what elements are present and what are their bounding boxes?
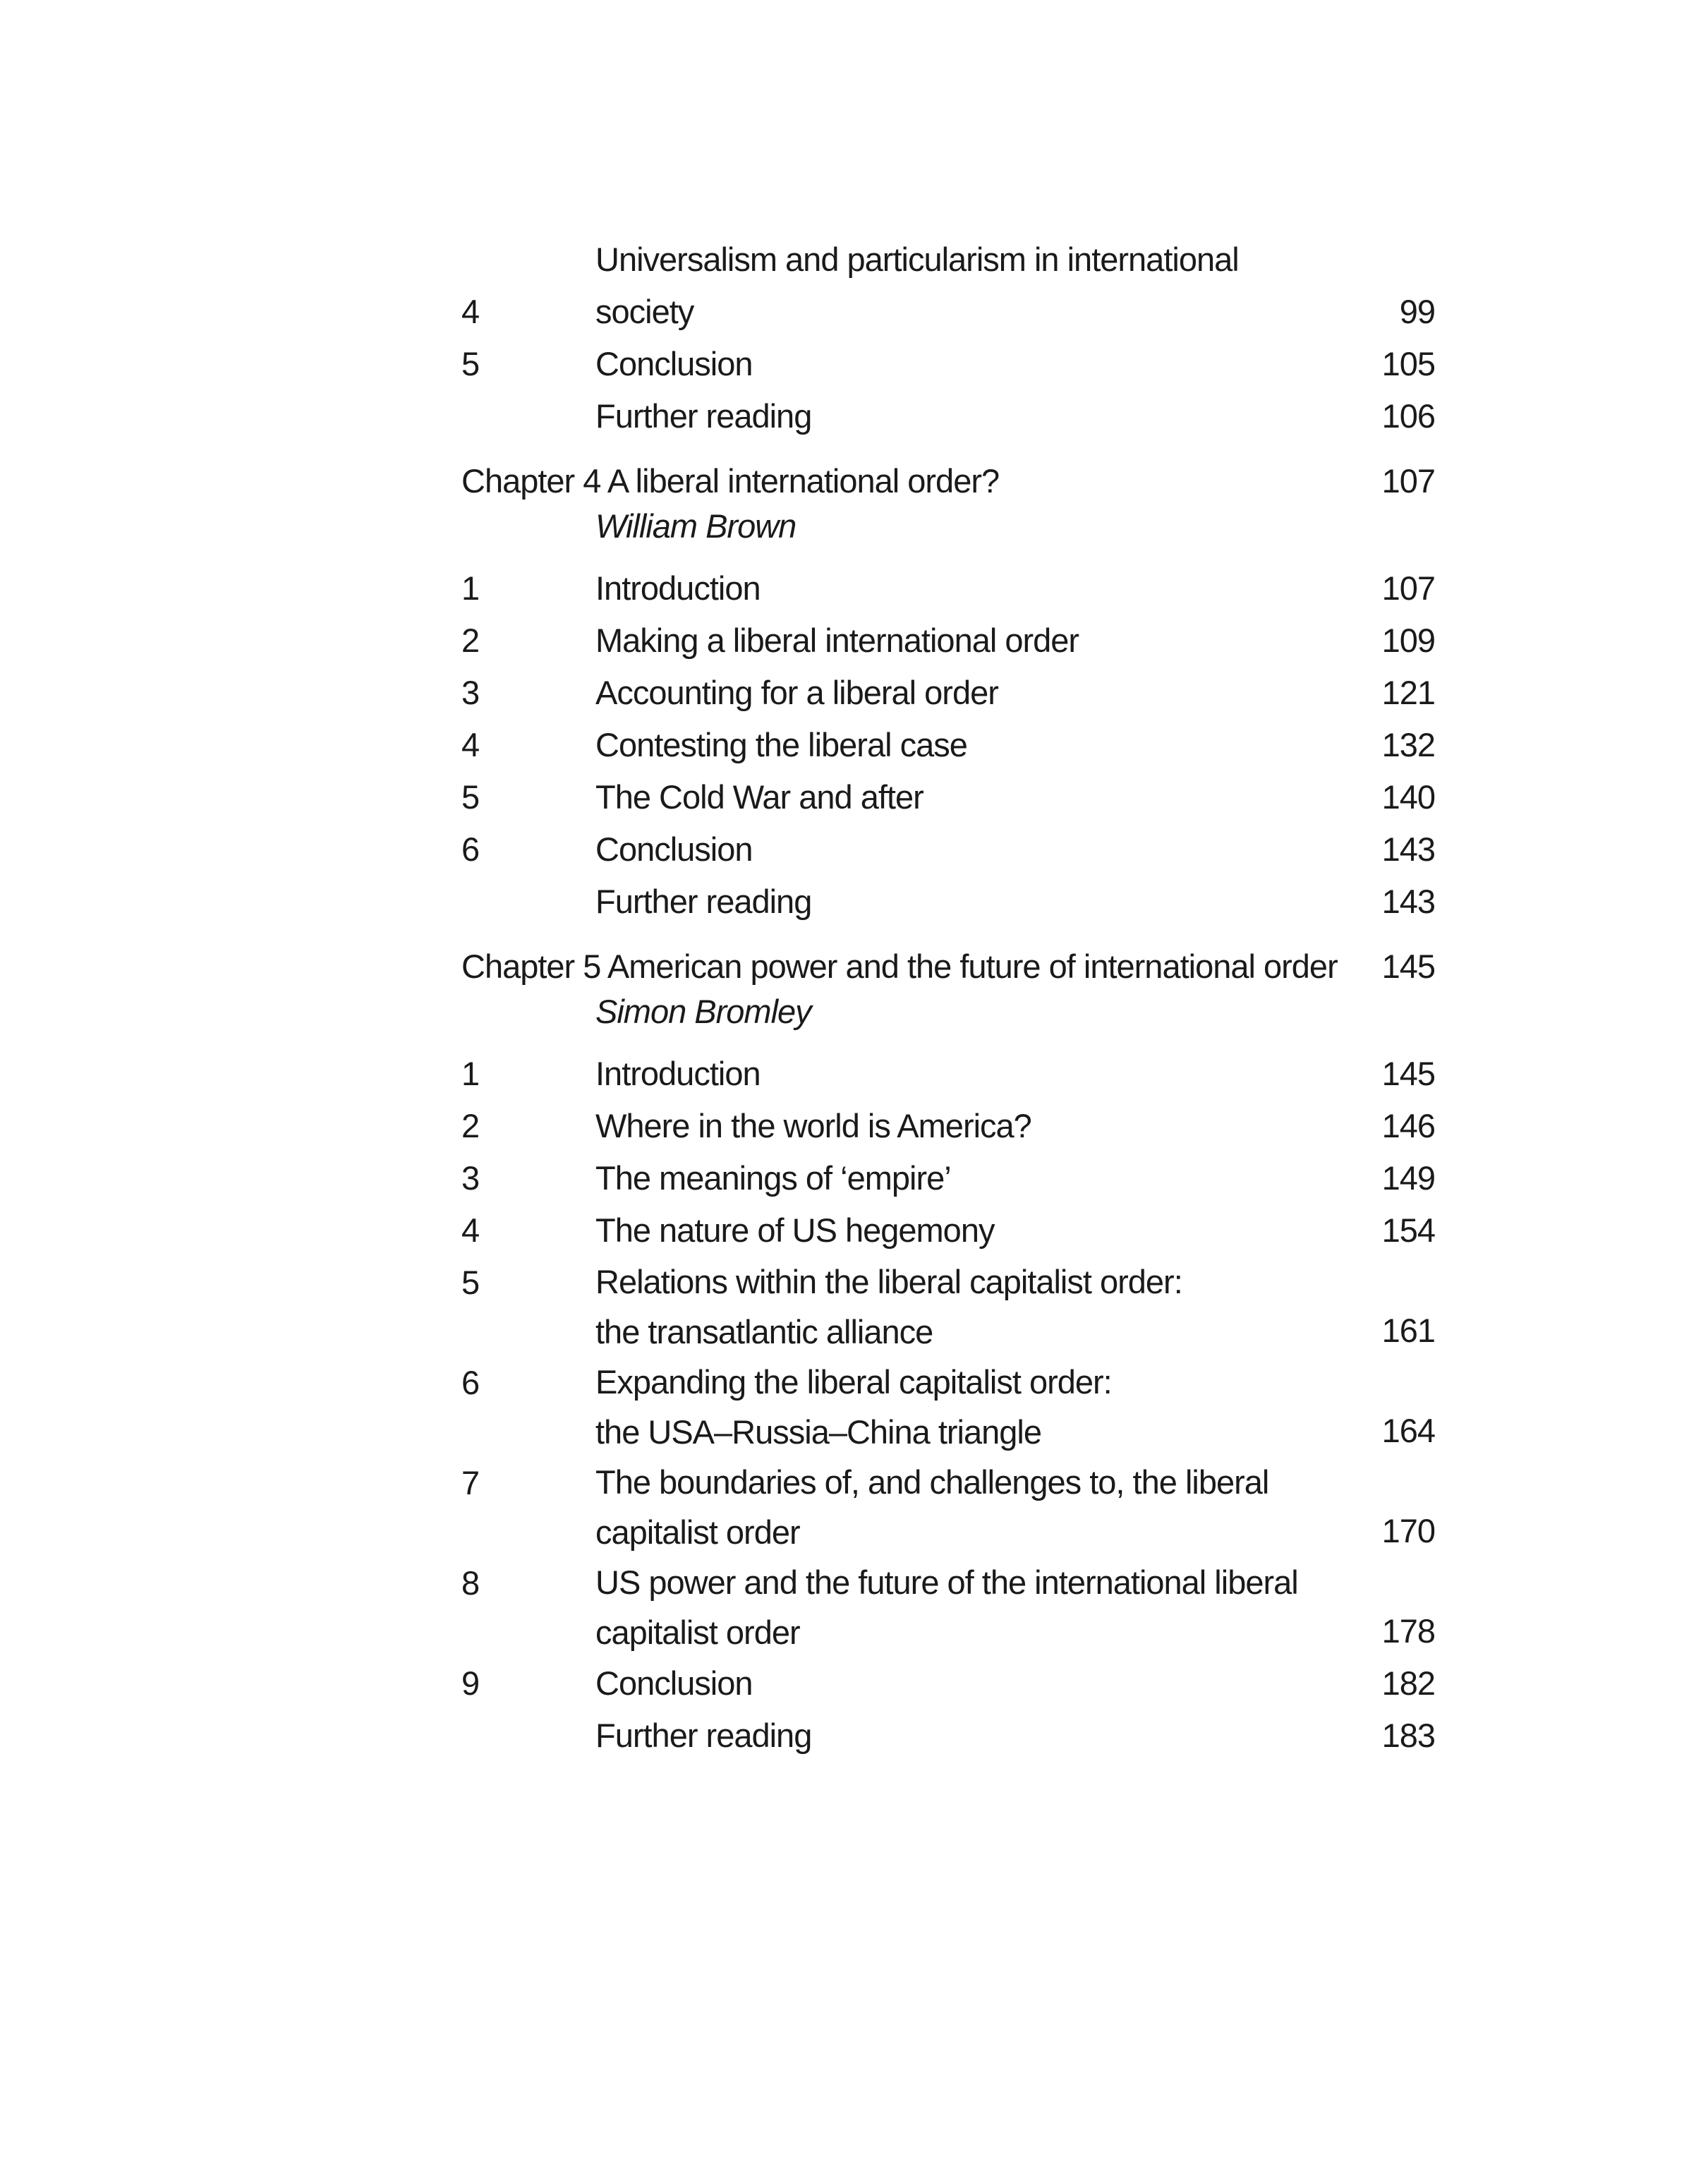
section-number: 9: [461, 1664, 480, 1702]
toc-entry: [461, 719, 1435, 771]
section-number: 4: [461, 726, 480, 763]
section-title: The Cold War and after: [595, 778, 923, 816]
toc-entry: [461, 1457, 1435, 1557]
section-number: 8: [461, 1564, 480, 1602]
section-number: 4: [461, 293, 480, 330]
section-title-line-1: Expanding the liberal capitalist order:: [595, 1363, 1112, 1401]
section-title-line-1: The boundaries of, and challenges to, the liberal: [595, 1463, 1269, 1501]
toc-entry: [461, 1048, 1435, 1100]
section-title: Conclusion: [595, 1664, 753, 1702]
page-number: 182: [1381, 1664, 1435, 1702]
section-title-line-2: the USA–Russia–China triangle: [595, 1413, 1041, 1451]
section-title: Conclusion: [595, 830, 753, 868]
page-number: 132: [1381, 726, 1435, 763]
toc-entry: [461, 1657, 1435, 1710]
page-number: 107: [1381, 569, 1435, 607]
toc-entry: [461, 876, 1435, 928]
section-title: Introduction: [595, 569, 761, 607]
section-number: 6: [461, 830, 480, 868]
section-title-line-2: the transatlantic alliance: [595, 1313, 933, 1350]
toc-entry: [461, 1357, 1435, 1457]
page-number: 178: [1381, 1612, 1435, 1650]
page-number: 146: [1381, 1107, 1435, 1144]
section-title-line-1: US power and the future of the international liberal: [595, 1564, 1298, 1601]
chapter-title: Chapter 5 American power and the future of international order: [461, 948, 1338, 985]
section-number: 4: [461, 1211, 480, 1249]
chapter-page-number: 145: [1381, 948, 1435, 985]
section-number: 2: [461, 622, 480, 659]
section-number: 1: [461, 569, 480, 607]
toc-entry: [461, 1152, 1435, 1204]
section-title: Making a liberal international order: [595, 622, 1079, 659]
page-number: 149: [1381, 1159, 1435, 1197]
toc-entry: [461, 1204, 1435, 1257]
page-number: 154: [1381, 1211, 1435, 1249]
toc-entry: [461, 562, 1435, 615]
section-number: 3: [461, 674, 480, 711]
section-number: 1: [461, 1055, 480, 1092]
page-number: 105: [1381, 345, 1435, 382]
page-number: 183: [1381, 1717, 1435, 1754]
page-number: 170: [1381, 1512, 1435, 1549]
section-number: 2: [461, 1107, 480, 1144]
section-number: 3: [461, 1159, 480, 1197]
section-title: [595, 1557, 1322, 1657]
section-title: Introduction: [595, 1055, 761, 1092]
section-title: Contesting the liberal case: [595, 726, 967, 763]
toc-entry: [461, 1557, 1435, 1657]
section-title: Conclusion: [595, 345, 753, 382]
chapter-5-heading: [461, 941, 1435, 1039]
page-number: 109: [1381, 622, 1435, 659]
section-title-line-2: capitalist order: [595, 1614, 800, 1651]
toc-entry: [461, 338, 1435, 390]
section-number: 5: [461, 345, 480, 382]
toc-entry: [461, 823, 1435, 876]
section-number: 5: [461, 1264, 480, 1301]
section-number: 6: [461, 1364, 480, 1401]
page-number: 106: [1381, 397, 1435, 435]
section-number: 7: [461, 1464, 480, 1501]
section-title: Where in the world is America?: [595, 1107, 1031, 1144]
toc-entry: [461, 390, 1435, 442]
toc-entry: [461, 1100, 1435, 1152]
section-title: The nature of US hegemony: [595, 1211, 995, 1249]
page-number: 145: [1381, 1055, 1435, 1092]
section-number: 5: [461, 778, 480, 816]
toc-entry: [461, 1257, 1435, 1357]
toc-entry: [461, 241, 1435, 338]
toc-entry: [461, 667, 1435, 719]
chapter-author: William Brown: [595, 507, 797, 545]
section-title: [595, 1357, 1322, 1457]
table-of-contents: [461, 241, 1435, 1762]
toc-entry: [461, 1710, 1435, 1762]
toc-entry: [461, 615, 1435, 667]
page-number: 161: [1381, 1312, 1435, 1349]
page-number: 140: [1381, 778, 1435, 816]
section-title: The meanings of ‘empire’: [595, 1159, 951, 1197]
chapter-author: Simon Bromley: [595, 993, 811, 1030]
section-title-line-2: capitalist order: [595, 1513, 800, 1551]
page-number: 121: [1381, 674, 1435, 711]
section-title: Accounting for a liberal order: [595, 674, 998, 711]
chapter-title: Chapter 4 A liberal international order?: [461, 462, 1000, 500]
page-number: 99: [1399, 293, 1435, 330]
section-title: Further reading: [595, 397, 812, 435]
section-title: Further reading: [595, 883, 812, 920]
section-title-line-1: Relations within the liberal capitalist order:: [595, 1263, 1182, 1300]
chapter-4-heading: [461, 455, 1435, 554]
section-title: Universalism and particularism in international society: [595, 241, 1239, 330]
page-number: 164: [1381, 1412, 1435, 1449]
section-title: [595, 1257, 1322, 1357]
page-number: 143: [1381, 830, 1435, 868]
toc-entry: [461, 771, 1435, 823]
section-title: [595, 1457, 1322, 1557]
chapter-page-number: 107: [1381, 462, 1435, 500]
page-number: 143: [1381, 883, 1435, 920]
section-title: Further reading: [595, 1717, 812, 1754]
